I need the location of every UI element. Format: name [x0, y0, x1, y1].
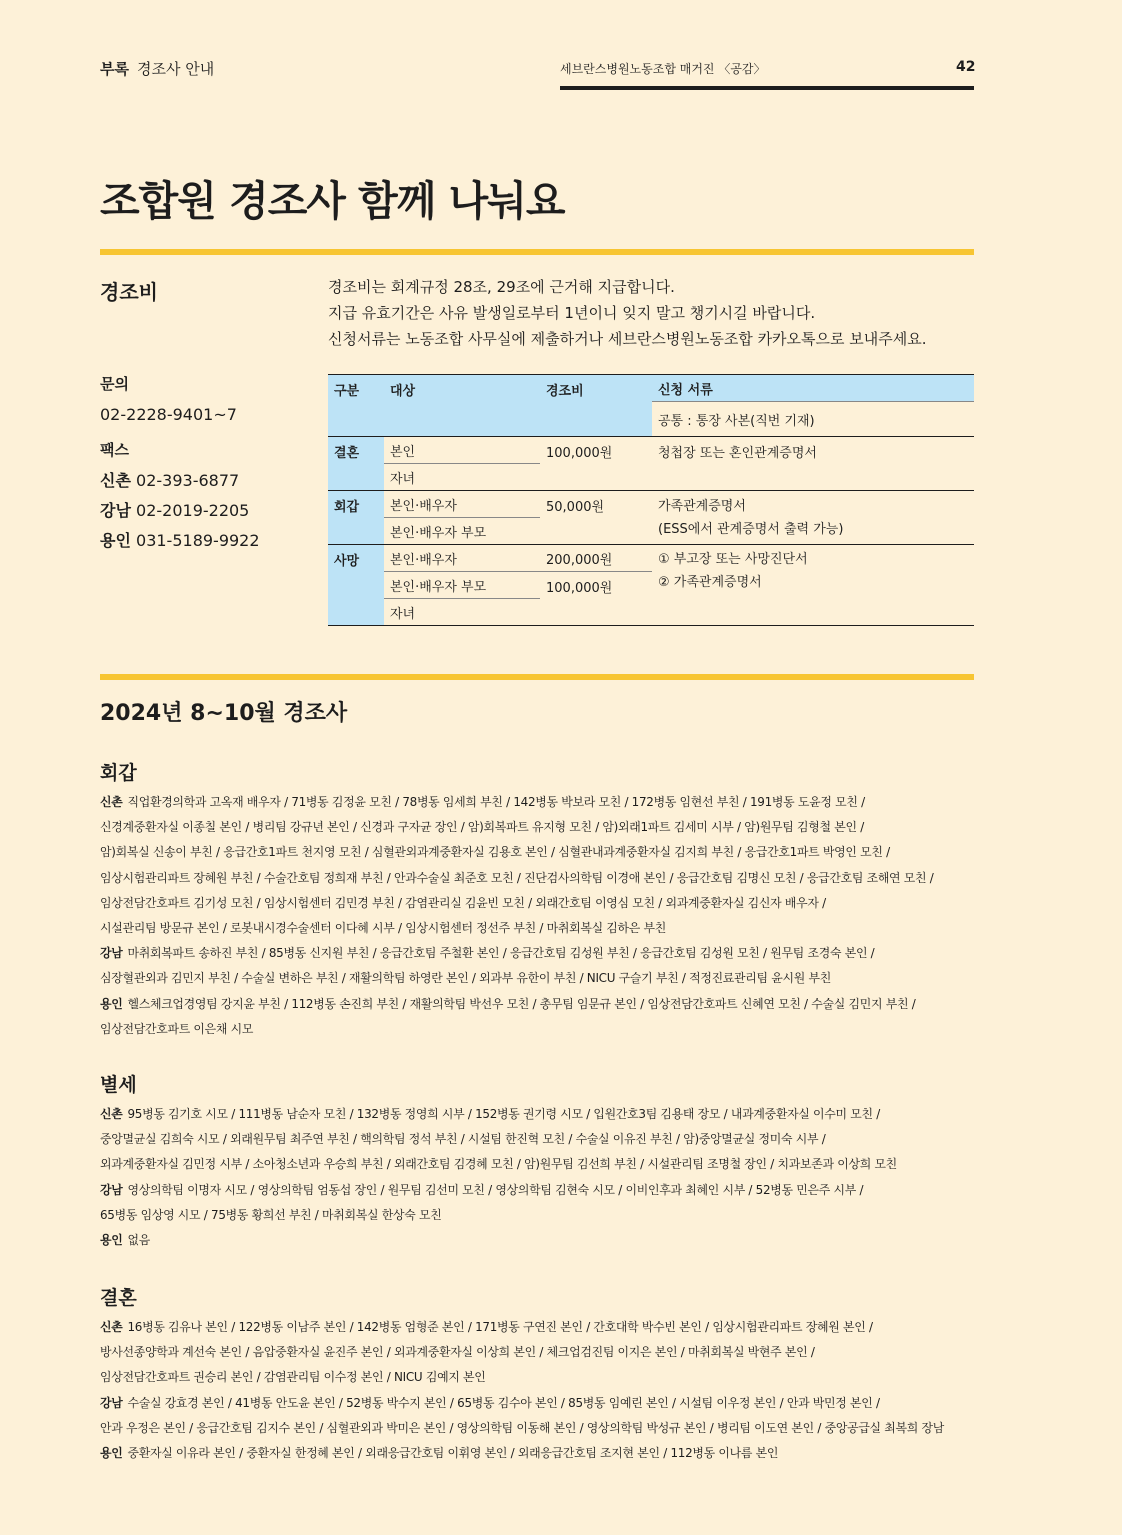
event-text: 수술실 강효경 본인 / 41병동 안도윤 본인 / 52병동 박수지 본인 / 65병동 김수아 본인 / 85병동 임예린 본인 / 시설팀 이우정 본인 / 안과 박민정 본인 / — [127, 1395, 880, 1410]
magazine-name: 세브란스병원노동조합 매거진 〈공감〉 — [560, 62, 766, 76]
target: 본인·배우자 부모 — [390, 525, 487, 541]
event-text: 중환자실 이유라 본인 / 중환자실 한정혜 본인 / 외래응급간호팀 이휘영 본인 / 외래응급간호팀 조지현 본인 / 112병동 이나름 본인 — [127, 1445, 779, 1460]
col-header-target: 대상 — [384, 375, 540, 437]
fee-table — [328, 374, 974, 626]
event-text: 방사선종양학과 계선숙 본인 / 음압중환자실 윤진주 본인 / 외과계중환자실 이상희 본인 / 체크업검진팀 이지은 본인 / 마취회복실 박현주 본인 / — [100, 1345, 815, 1360]
target: 본인 — [384, 437, 540, 464]
event-line — [100, 1391, 976, 1416]
site-label: 강남 — [100, 1395, 123, 1410]
event-line — [100, 966, 976, 991]
target: 자녀 — [390, 471, 416, 487]
event-line — [100, 1203, 976, 1228]
amount: 200,000원 — [540, 545, 652, 572]
docs — [652, 545, 974, 626]
event-text: 16병동 김유나 본인 / 122병동 이남주 본인 / 142병동 엄형준 본인 / 171병동 구연진 본인 / 간호대학 박수빈 본인 / 임상시험관리파트 장혜원 본인 / — [127, 1320, 873, 1334]
amount: 100,000원 — [540, 437, 652, 491]
event-text: 95병동 김기호 시모 / 111병동 남순자 모친 / 132병동 정영희 시부 / 152병동 권기령 시모 / 입원간호3팀 김용태 장모 / 내과계중환자실 이수미 모친 / — [127, 1107, 880, 1121]
event-text: 임상전담간호파트 권승리 본인 / 감염관리팀 이수정 본인 / NICU 김예지 본인 — [100, 1370, 486, 1385]
section-title: 경조사 안내 — [136, 60, 215, 78]
event-text: 안과 우정은 본인 / 응급간호팀 김지수 본인 / 심혈관외과 박미은 본인 / 영상의학팀 이동해 본인 / 영상의학팀 박성규 본인 / 병리팀 이도연 본인 / 중앙공급실 최복희 장남 — [100, 1420, 945, 1435]
event-line — [100, 840, 976, 865]
fax-site: 신촌 — [100, 471, 131, 490]
event-text: 없음 — [127, 1232, 150, 1247]
group-gyeolhon — [100, 1315, 980, 1466]
common-doc: 공통 : 통장 사본(직번 기재) — [652, 402, 974, 437]
event-text: 직업환경의학과 고옥재 배우자 / 71병동 김정윤 모친 / 78병동 임세희 부친 / 142병동 박보라 모친 / 172병동 임현선 부친 / 191병동 도윤정 모친 / — [127, 795, 865, 809]
target: 본인·배우자 — [384, 545, 540, 572]
site-label: 신촌 — [100, 1320, 123, 1334]
event-text: 영상의학팀 이명자 시모 / 영상의학팀 엄동섭 장인 / 원무팀 김선미 모친 / 영상의학팀 김현숙 시모 / 이비인후과 최혜인 시부 / 52병동 민은주 시부 / — [127, 1182, 864, 1197]
target: 본인·배우자 — [384, 491, 540, 518]
page-number: 42 — [956, 59, 976, 75]
header-rule — [560, 86, 974, 90]
category-death: 사망 — [328, 545, 384, 626]
event-line — [100, 916, 976, 941]
intro-line: 지급 유효기간은 사유 발생일로부터 1년이니 잊지 말고 챙기시길 바랍니다. — [328, 304, 816, 322]
group-hoegap — [100, 790, 980, 1042]
fax-label: 팩스 — [100, 441, 129, 459]
col-header-category: 구분 — [328, 375, 384, 437]
amount: 100,000원 — [540, 572, 652, 626]
col-header-amount: 경조비 — [540, 375, 652, 437]
event-text: 신경계중환자실 이종칠 본인 / 병리팀 강규년 본인 / 신경과 구자균 장인 / 암)회복파트 유지형 모친 / 암)외래1파트 김세미 시부 / 암)원무팀 김형철 본인 / — [100, 820, 864, 835]
category-sixtieth: 회갑 — [328, 491, 384, 545]
event-text: 임상전담간호파트 김기성 모친 / 임상시험센터 김민경 부친 / 감염관리실 김윤빈 모친 / 외래간호팀 이영심 모친 / 외과계중환자실 김신자 배우자 / — [100, 895, 826, 910]
site-label: 강남 — [100, 946, 123, 961]
divider-mid — [100, 674, 974, 680]
inquiry-phone: 02-2228-9401~7 — [100, 405, 237, 424]
fax-number: 02-2019-2205 — [136, 501, 250, 520]
target: 본인·배우자 부모 — [384, 572, 540, 599]
event-line — [100, 815, 976, 840]
event-line — [100, 1315, 976, 1340]
page-title: 조합원 경조사 함께 나눠요 — [100, 177, 565, 225]
event-text: 심장혈관외과 김민지 부친 / 수술실 변하은 부친 / 재활의학팀 하영란 본인 / 외과부 유한이 부친 / NICU 구슬기 부친 / 적정진료관리팀 윤시원 부친 — [100, 971, 831, 986]
event-line — [100, 1416, 976, 1441]
group-byeolse — [100, 1102, 980, 1253]
event-line — [100, 1017, 976, 1042]
col-header-docs: 신청 서류 — [652, 375, 974, 402]
site-label: 신촌 — [100, 1107, 123, 1121]
running-header — [100, 58, 214, 79]
event-line — [100, 1340, 976, 1365]
category-marriage: 결혼 — [328, 437, 384, 491]
event-line — [100, 1127, 976, 1152]
target: 자녀 — [384, 599, 540, 626]
site-label: 용인 — [100, 996, 123, 1011]
events-heading: 2024년 8~10월 경조사 — [100, 701, 348, 726]
site-label: 신촌 — [100, 795, 123, 809]
event-line — [100, 790, 976, 815]
group-title-hoegap: 회갑 — [100, 762, 137, 784]
fax-item — [100, 526, 310, 556]
event-text: 임상전담간호파트 이은채 시모 — [100, 1021, 254, 1036]
event-text: 외과계중환자실 김민정 시부 / 소아청소년과 우승희 부친 / 외래간호팀 김경혜 모친 / 암)원무팀 김선희 부친 / 시설관리팀 조명철 장인 / 치과보존과 이상희 모친 — [100, 1157, 897, 1172]
doc-line: (ESS에서 관계증명서 출력 가능) — [658, 522, 844, 537]
event-line — [100, 992, 976, 1017]
intro-line: 경조비는 회계규정 28조, 29조에 근거해 지급합니다. — [328, 278, 675, 296]
fee-heading: 경조비 — [100, 280, 158, 304]
event-line — [100, 1441, 976, 1466]
event-line — [100, 1365, 976, 1390]
docs — [652, 491, 974, 545]
event-text: 마취회복파트 송하진 부친 / 85병동 신지원 부친 / 응급간호팀 주철환 본인 / 응급간호팀 김성원 부친 / 응급간호팀 김성원 모친 / 원무팀 조경숙 본인 / — [127, 946, 875, 961]
fax-number: 031-5189-9922 — [136, 531, 260, 550]
event-line — [100, 1102, 976, 1127]
event-text: 중앙멸균실 김희숙 시모 / 외래원무팀 최주연 부친 / 핵의학팀 정석 부친 / 시설팀 한진혁 모친 / 수술실 이유진 부친 / 암)중앙멸균실 정미숙 시부 / — [100, 1132, 826, 1147]
event-line — [100, 1178, 976, 1203]
fax-number: 02-393-6877 — [136, 471, 240, 490]
event-line — [100, 1228, 976, 1253]
inquiry-label: 문의 — [100, 375, 129, 393]
event-text: 65병동 임상영 시모 / 75병동 황희선 부친 / 마취회복실 한상숙 모친 — [100, 1207, 442, 1222]
fee-intro — [328, 274, 968, 352]
contact-info — [100, 368, 310, 556]
amount: 50,000원 — [540, 491, 652, 545]
event-line — [100, 891, 976, 916]
group-title-byeolse: 별세 — [100, 1074, 137, 1096]
intro-line: 신청서류는 노동조합 사무실에 제출하거나 세브란스병원노동조합 카카오톡으로 보내주세요. — [328, 330, 927, 348]
event-text: 헬스체크업경영팀 강지윤 부친 / 112병동 손진희 부친 / 재활의학팀 박선우 모친 / 총무팀 임문규 본인 / 임상전담간호파트 신혜연 모친 / 수술실 김민지 부친 / — [127, 996, 916, 1011]
appendix-label: 부록 — [100, 60, 129, 78]
group-title-gyeolhon: 결혼 — [100, 1287, 137, 1309]
event-line — [100, 941, 976, 966]
divider-top — [100, 249, 974, 255]
event-text: 임상시험관리파트 장혜원 부친 / 수술간호팀 정희재 부친 / 안과수술실 최준호 모친 / 진단검사의학팀 이경애 본인 / 응급간호팀 김명신 모친 / 응급간호팀 조해연 모친 / — [100, 870, 934, 885]
site-label: 용인 — [100, 1445, 123, 1460]
doc-line: ② 가족관계증명서 — [658, 575, 762, 590]
fax-item — [100, 466, 310, 496]
event-text: 시설관리팀 방문규 본인 / 로봇내시경수술센터 이다혜 시부 / 임상시험센터 정선주 부친 / 마취회복실 김하은 부친 — [100, 920, 667, 935]
site-label: 용인 — [100, 1232, 123, 1247]
docs: 청첩장 또는 혼인관계증명서 — [652, 437, 974, 491]
event-line — [100, 1152, 976, 1177]
event-line — [100, 866, 976, 891]
fax-site: 용인 — [100, 531, 131, 550]
doc-line: ① 부고장 또는 사망진단서 — [658, 552, 808, 567]
fax-site: 강남 — [100, 501, 131, 520]
site-label: 강남 — [100, 1182, 123, 1197]
event-text: 암)회복실 신송이 부친 / 응급간호1파트 천지영 모친 / 심혈관외과계중환자실 김용호 본인 / 심혈관내과계중환자실 김지희 부친 / 응급간호1파트 박영인 모친 / — [100, 845, 890, 860]
doc-line: 가족관계증명서 — [658, 499, 746, 514]
fax-item — [100, 496, 310, 526]
